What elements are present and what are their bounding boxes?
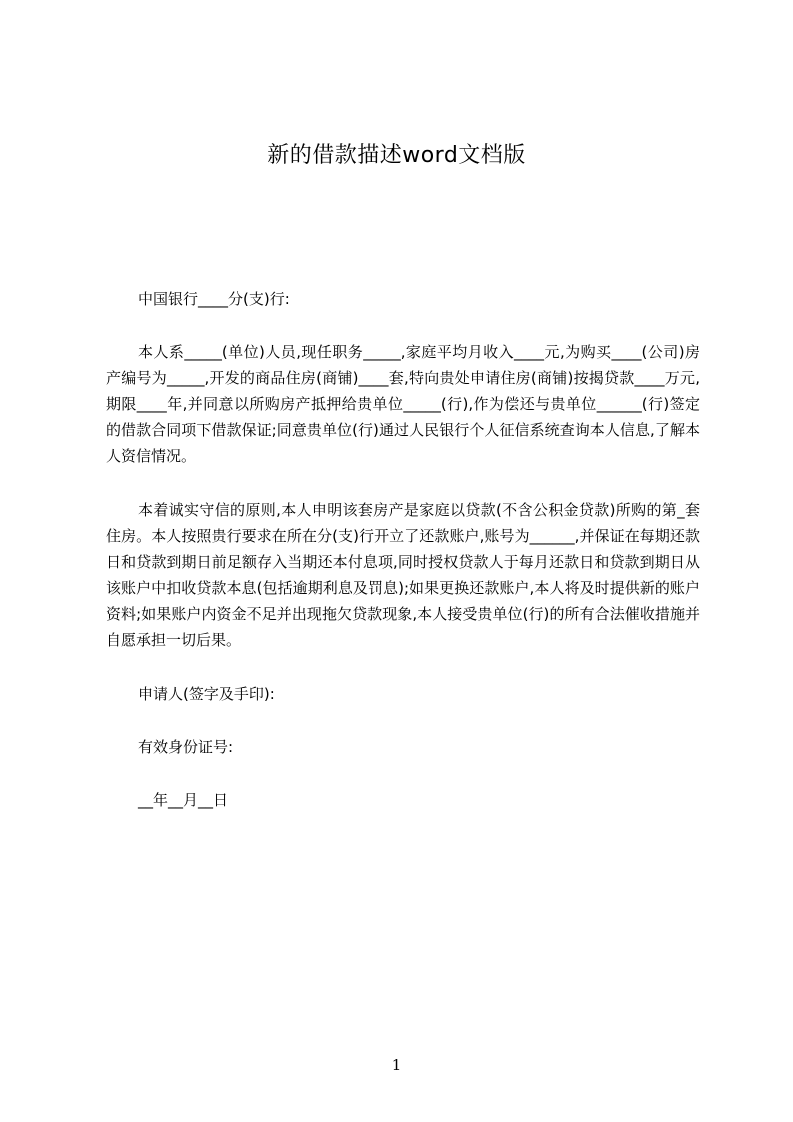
paragraph-application: 本人系_____(单位)人员,现任职务_____,家庭平均月收入____元,为购买____(公司)房产编号为_____,开发的商品住房(商铺)____套,特向贵处申请住房(商铺)按揭贷款____万元,期限____年,并同意以所购房产抵押给贵单位_____(行),作为偿还与贵单位______(行)签定的借款合同项下借款保证;同意贵单位(行)通过人民银行个人征信系统查询本人信息,了解本人资信情况。 [106, 343, 700, 465]
paragraph-declaration: 本着诚实守信的原则,本人申明该套房产是家庭以贷款(不含公积金贷款)所购的第_套住房。本人按照贵行要求在所在分(支)行开立了还款账户,账号为______,并保证在每期还款日和贷款到期日前足额存入当期还本付息项,同时授权贷款人于每月还款日和贷款到期日从该账户中扣收贷款本息(包括逾期利息及罚息);如果更换还款账户,本人将及时提供新的账户资料;如果账户内资金不足并出现拖欠贷款现象,本人接受贵单位(行)的所有合法催收措施并自愿承担一切后果。 [106, 501, 700, 649]
date-line: __年__月__日 [138, 791, 229, 809]
document-title: 新的借款描述word文档版 [267, 143, 526, 168]
id-number-label: 有效身份证号: [138, 738, 234, 756]
signature-label: 申请人(签字及手印): [138, 685, 275, 703]
document-body [106, 286, 700, 813]
salutation: 中国银行____分(支)行: [138, 290, 290, 308]
page-number: 1 [391, 1056, 402, 1074]
